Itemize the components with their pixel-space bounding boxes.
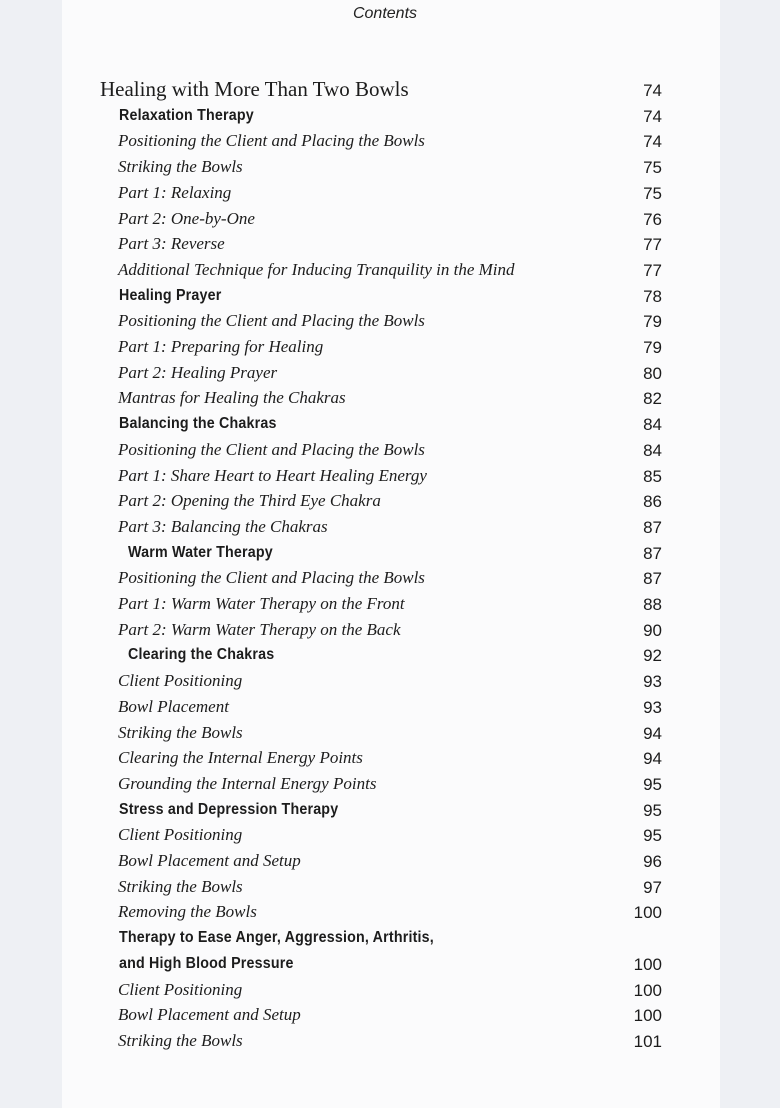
toc-entry-title: Part 1: Warm Water Therapy on the Front [118,594,405,613]
toc-entry-title: Part 2: Healing Prayer [118,362,278,382]
toc-entry [0,106,780,132]
toc-entry-page: 94 [643,749,662,769]
toc-entry-page: 86 [643,492,662,512]
toc-entry-page: 79 [643,312,662,332]
toc-entry-page: 100 [633,980,662,1000]
toc-entry-page: 76 [643,209,662,229]
toc-entry [0,645,780,671]
toc-entry-page: 78 [643,286,662,306]
toc-entry-page: 96 [643,852,662,871]
toc-entry-page: 94 [643,723,662,743]
toc-entry [0,311,780,337]
toc-entry [0,954,780,980]
toc-entry [0,697,780,723]
toc-entry [0,491,780,517]
toc-entry-title: Part 2: One-by-One [118,208,255,228]
toc-entry-page: 79 [643,338,662,357]
toc-entry-title: Clearing the Chakras [128,646,275,664]
toc-entry-title: Therapy to Ease Anger, Aggression, Arthritis, [119,929,434,947]
toc-entry [0,337,780,363]
toc-entry [0,517,780,543]
toc-entry [0,388,780,414]
toc-entry-title: Positioning the Client and Placing the Bowls [118,311,425,331]
toc-entry-page: 95 [643,774,662,794]
toc-entry-title: Positioning the Client and Placing the Bowls [118,568,425,588]
toc-entry-title: Removing the Bowls [118,902,257,922]
toc-entry [0,620,780,646]
toc-entry [0,825,780,851]
toc-entry-page: 100 [633,903,662,923]
toc-entry-title: Client Positioning [118,671,243,691]
toc-entry-title: Grounding the Internal Energy Points [118,773,377,793]
toc-entry-title: Part 1: Preparing for Healing [118,337,324,356]
toc-entry-page: 84 [643,415,662,435]
toc-entry-page: 100 [633,954,662,974]
toc-entry [0,671,780,697]
toc-entry-title: Additional Technique for Inducing Tranquility in the Mind [118,259,515,279]
toc-entry-title: Part 3: Reverse [118,234,225,254]
toc-entry [0,543,780,569]
toc-entry-title: Bowl Placement and Setup [118,1005,301,1025]
toc-entry-page: 87 [643,543,662,563]
toc-entry-page: 92 [643,646,662,666]
toc-entry-title: Stress and Depression Therapy [119,800,339,818]
toc-entry-title: Part 3: Balancing the Chakras [118,516,328,536]
toc-entry-title: Part 1: Share Heart to Heart Healing Energy [118,465,427,485]
toc-entry-title: Striking the Bowls [118,1030,243,1050]
toc-entry [0,877,780,903]
toc-entry-page: 95 [643,800,662,820]
toc-entry [0,466,780,492]
toc-entry [0,774,780,800]
toc-entry-title: Healing Prayer [119,286,222,304]
toc-entry-title: Positioning the Client and Placing the Bowls [118,439,425,459]
toc-entry [0,568,780,594]
toc-entry [0,414,780,440]
toc-entry [0,209,780,235]
toc-entry-page: 87 [643,517,662,537]
toc-entry [0,1031,780,1057]
toc-entry [0,748,780,774]
toc-entry-title: Striking the Bowls [118,722,243,742]
toc-entry-page: 77 [643,260,662,280]
toc-entry-title: Positioning the Client and Placing the Bowls [118,131,425,151]
toc-entry-title: Striking the Bowls [118,157,243,177]
toc-entry-page: 93 [643,697,662,717]
toc-entry [0,980,780,1006]
toc-entry-page: 75 [643,158,662,178]
toc-entry [0,723,780,749]
toc-entry [0,157,780,183]
toc-entry-page: 101 [633,1031,662,1051]
toc-entry-page: 88 [643,595,662,614]
toc-entry-page: 74 [643,132,662,152]
toc-entry-page: 100 [633,1006,662,1026]
toc-entry-page: 97 [643,877,662,897]
toc-entry [0,851,780,877]
toc-entry-title: Part 1: Relaxing [118,182,232,202]
toc-entry [0,286,780,312]
toc-entry-page: 93 [643,672,662,692]
toc-entry-page: 74 [643,81,662,100]
toc-entry-page: 82 [643,389,662,409]
toc-entry-title: and High Blood Pressure [119,954,294,972]
toc-entry-title: Bowl Placement [118,696,229,716]
toc-entry-page: 84 [643,440,662,460]
toc-entry-title: Part 2: Opening the Third Eye Chakra [118,491,381,511]
toc-entry-title: Clearing the Internal Energy Points [118,748,363,768]
toc-entry-title: Client Positioning [118,979,243,999]
toc-entry-page: 85 [643,466,662,486]
toc-entry [0,234,780,260]
toc-entry-title: Warm Water Therapy [128,543,273,561]
toc-entry-title: Mantras for Healing the Chakras [118,388,346,408]
toc-entry [0,440,780,466]
toc-entry [0,1005,780,1031]
toc-entry-title: Balancing the Chakras [119,415,277,433]
toc-entry [0,131,780,157]
toc-entry [0,77,780,106]
toc-entry [0,260,780,286]
toc-entry-title: Striking the Bowls [118,876,243,896]
toc-entry [0,902,780,928]
toc-entry-page: 95 [643,826,662,846]
toc-entry-page: 80 [643,363,662,383]
toc-entry-page: 90 [643,620,662,640]
toc-entry [0,363,780,389]
toc-entry [0,594,780,620]
toc-entry-title: Bowl Placement and Setup [118,851,301,870]
toc-entry-title: Healing with More Than Two Bowls [100,77,409,101]
toc-entry [0,183,780,209]
toc-entry [0,928,780,954]
toc-entry-page: 74 [643,106,662,126]
toc-entry-page: 87 [643,569,662,589]
toc-entry-title: Client Positioning [118,825,243,845]
toc-entry-title: Relaxation Therapy [119,106,254,124]
toc-entry-title: Part 2: Warm Water Therapy on the Back [118,619,401,639]
running-header: Contents [352,5,418,22]
toc-entry-page: 77 [643,235,662,255]
toc-entry-page: 75 [643,183,662,203]
toc-entry [0,800,780,826]
